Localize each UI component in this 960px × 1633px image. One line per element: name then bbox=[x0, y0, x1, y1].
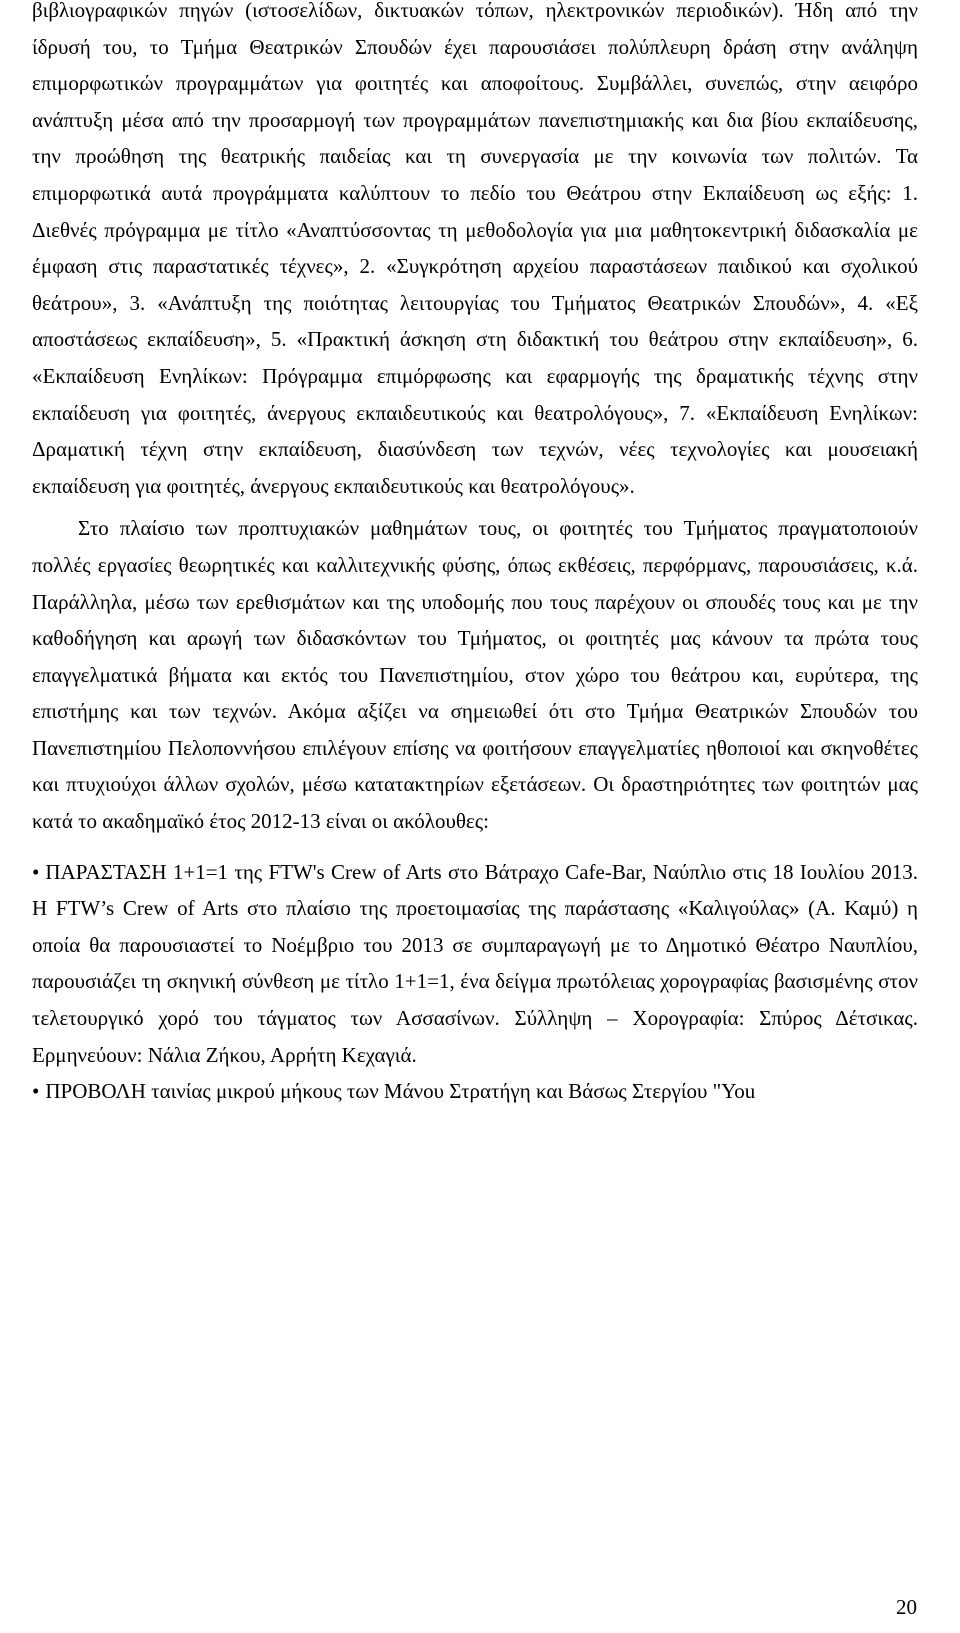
document-page bbox=[32, 0, 918, 1110]
body-paragraph-1: βιβλιογραφικών πηγών (ιστοσελίδων, δικτυακών τόπων, ηλεκτρονικών περιοδικών). Ήδη από την ίδρυσή του, το Τμήμα Θεατρικών Σπουδών έχει παρουσιάσει πολύπλευρη δράση στην ανάληψη επιμορφωτικών προγραμμάτων για φοιτητές και αποφοίτους. Συμβάλλει, συνεπώς, στην αειφόρο ανάπτυξη μέσα από την προσαρμογή των προγραμμάτων πανεπιστημιακής και δια βίου εκπαίδευσης, την προώθηση της θεατρικής παιδείας και τη συνεργασία με την κοινωνία των πολιτών. Τα επιμορφωτικά αυτά προγράμματα καλύπτουν το πεδίο του Θεάτρου στην Εκπαίδευση ως εξής: 1. Διεθνές πρόγραμμα με τίτλο «Αναπτύσσοντας τη μεθοδολογία για μια μαθητοκεντρική διδασκαλία με έμφαση στις παραστατικές τέχνες», 2. «Συγκρότηση αρχείου παραστάσεων παιδικού και σχολικού θεάτρου», 3. «Ανάπτυξη της ποιότητας λειτουργίας του Τμήματος Θεατρικών Σπουδών», 4. «Εξ αποστάσεως εκπαίδευση», 5. «Πρακτική άσκηση στη διδακτική του θεάτρου στην εκπαίδευση», 6. «Εκπαίδευση Ενηλίκων: Πρόγραμμα επιμόρφωσης και εφαρμογής της δραματικής τέχνης στην εκπαίδευση για φοιτητές, άνεργους εκπαιδευτικούς και θεατρολόγους», 7. «Εκπαίδευση Ενηλίκων: Δραματική τέχνη στην εκπαίδευση, διασύνδεση των τεχνών, νέες τεχνολογίες και μουσειακή εκπαίδευση για φοιτητές, άνεργους εκπαιδευτικούς και θεατρολόγους». bbox=[32, 0, 918, 498]
body-paragraph-2 bbox=[32, 510, 918, 839]
bullet-item-2 bbox=[32, 1073, 918, 1110]
bullet-item-1-text: ΠΑΡΑΣΤΑΣΗ 1+1=1 της FTW's Crew of Arts στο Βάτραχο Cafe-Bar, Ναύπλιο στις 18 Ιουλίου 2013. Η FTW’s Crew of Arts στο πλαίσιο της προετοιμασίας της παράστασης «Καλιγούλας» (Α. Καμύ) η οποία θα παρουσιαστεί το Νοέμβριο του 2013 σε συμπαραγωγή με το Δημοτικό Θέατρο Ναυπλίου, παρουσιάζει τη σκηνική σύνθεση με τίτλο 1+1=1, ένα δείγμα πρωτόλειας χορογραφίας βασισμένης στον τελετουργικό χορό του τάγματος των Ασσασίνων. Σύλληψη – Χορογραφία: Σπύρος Δέτσικας. Ερμηνεύουν: Νάλια Ζήκου, Αρρήτη Κεχαγιά. bbox=[32, 859, 918, 1067]
bullet-icon: • bbox=[32, 859, 40, 884]
bullet-icon: • bbox=[32, 1079, 40, 1104]
bullet-item-2-text: ΠΡΟΒΟΛΗ ταινίας μικρού μήκους των Μάνου Στρατήγη και Βάσως Στεργίου "You bbox=[45, 1079, 756, 1104]
page-number: 20 bbox=[896, 1595, 917, 1619]
body-paragraph-2-text: Στο πλαίσιο των προπτυχιακών μαθημάτων τους, οι φοιτητές του Τμήματος πραγματοποιούν πολλές εργασίες θεωρητικές και καλλιτεχνικής φύσης, όπως εκθέσεις, περφόρμανς, παρουσιάσεις, κ.ά. Παράλληλα, μέσω των ερεθισμάτων και της υποδομής που τους παρέχουν οι σπουδές τους και με την καθοδήγηση και αρωγή των διδασκόντων του Τμήματος, οι φοιτητές μας κάνουν τα πρώτα τους επαγγελματικά βήματα και εκτός του Πανεπιστημίου, στον χώρο του θεάτρου και, ευρύτερα, της επιστήμης και των τεχνών. Ακόμα αξίζει να σημειωθεί ότι στο Τμήμα Θεατρικών Σπουδών του Πανεπιστημίου Πελοποννήσου επιλέγουν επίσης να φοιτήσουν επαγγελματίες ηθοποιοί και σκηνοθέτες και πτυχιούχοι άλλων σχολών, μέσω κατατακτηρίων εξετάσεων. Οι δραστηριότητες των φοιτητών μας κατά το ακαδημαϊκό έτος 2012-13 είναι οι ακόλουθες: bbox=[32, 516, 918, 834]
bullet-item-1 bbox=[32, 854, 918, 1074]
